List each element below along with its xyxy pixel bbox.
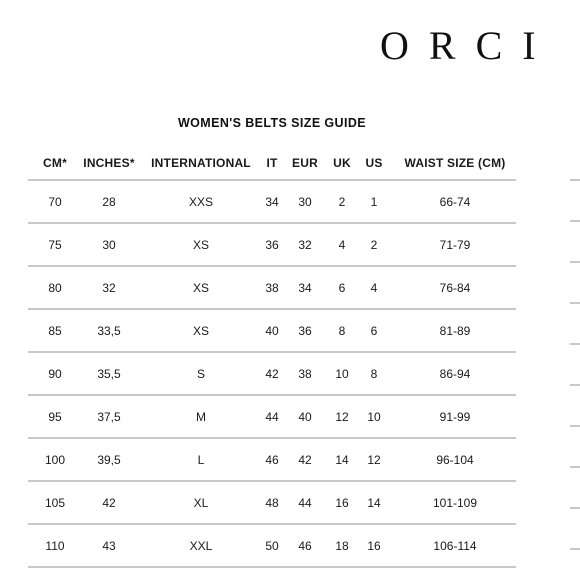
edge-divider <box>570 507 580 509</box>
cell-inches: 35,5 <box>97 366 121 381</box>
edge-divider <box>570 466 580 468</box>
cell-waist-size: 76-84 <box>439 280 471 295</box>
cell-international: XS <box>192 323 209 338</box>
cell-international: XS <box>192 280 209 295</box>
edge-divider <box>570 548 580 550</box>
header-uk: UK <box>333 155 351 170</box>
size-guide-table <box>28 146 516 568</box>
table-row <box>28 224 516 267</box>
cell-eur: 46 <box>298 538 312 553</box>
cell-uk: 8 <box>338 323 346 338</box>
cell-waist-size: 106-114 <box>433 538 477 553</box>
cell-waist-size: 96-104 <box>436 452 474 467</box>
cell-eur: 44 <box>298 495 312 510</box>
header-us: US <box>365 155 383 170</box>
cell-uk: 12 <box>335 409 349 424</box>
cell-eur: 38 <box>298 366 312 381</box>
cell-eur: 36 <box>298 323 312 338</box>
cell-international: XS <box>192 237 209 252</box>
table-header <box>28 146 516 181</box>
cell-waist-size: 86-94 <box>439 366 471 381</box>
table-row <box>28 181 516 224</box>
cell-cm: 85 <box>48 323 62 338</box>
cell-it: 48 <box>265 495 279 510</box>
table-row <box>28 267 516 310</box>
cell-international: XL <box>193 495 209 510</box>
cell-inches: 39,5 <box>97 452 121 467</box>
table-row <box>28 525 516 568</box>
cell-eur: 30 <box>298 194 312 209</box>
header-it: IT <box>266 155 278 170</box>
cell-us: 6 <box>370 323 378 338</box>
cell-international: L <box>197 452 205 467</box>
brand-logo: ORCI <box>380 23 556 68</box>
table-row <box>28 310 516 353</box>
cell-it: 50 <box>265 538 279 553</box>
cell-international: XXS <box>188 194 213 209</box>
header-cm: CM* <box>43 155 67 170</box>
table-row <box>28 482 516 525</box>
cell-uk: 4 <box>338 237 346 252</box>
table-row <box>28 353 516 396</box>
cell-us: 2 <box>370 237 378 252</box>
cell-inches: 32 <box>102 280 116 295</box>
edge-divider <box>570 384 580 386</box>
cell-cm: 80 <box>48 280 62 295</box>
cell-us: 10 <box>367 409 381 424</box>
table-row <box>28 439 516 482</box>
edge-divider <box>570 179 580 181</box>
cell-eur: 32 <box>298 237 312 252</box>
cell-it: 42 <box>265 366 279 381</box>
cell-international: M <box>196 409 206 424</box>
cell-it: 46 <box>265 452 279 467</box>
edge-divider <box>570 261 580 263</box>
header-waist-size: WAIST SIZE (CM) <box>404 155 506 170</box>
cell-inches: 42 <box>102 495 116 510</box>
cell-it: 40 <box>265 323 279 338</box>
cell-waist-size: 91-99 <box>439 409 471 424</box>
cell-inches: 43 <box>102 538 116 553</box>
cell-uk: 6 <box>338 280 346 295</box>
edge-divider <box>570 302 580 304</box>
cell-cm: 75 <box>48 237 62 252</box>
cell-it: 38 <box>265 280 279 295</box>
edge-divider <box>570 425 580 427</box>
cell-us: 4 <box>370 280 378 295</box>
cell-eur: 42 <box>298 452 312 467</box>
cell-international: XXL <box>189 538 213 553</box>
cell-uk: 14 <box>335 452 349 467</box>
cell-us: 8 <box>370 366 378 381</box>
cell-cm: 100 <box>44 452 66 467</box>
cell-it: 36 <box>265 237 279 252</box>
cell-cm: 90 <box>48 366 62 381</box>
cell-cm: 70 <box>48 194 62 209</box>
header-eur: EUR <box>292 155 318 170</box>
cell-waist-size: 66-74 <box>439 194 471 209</box>
cell-waist-size: 71-79 <box>439 237 471 252</box>
cell-inches: 37,5 <box>97 409 121 424</box>
cell-cm: 105 <box>44 495 66 510</box>
header-inches: INCHES* <box>83 155 135 170</box>
cell-inches: 33,5 <box>97 323 121 338</box>
cell-uk: 10 <box>335 366 349 381</box>
edge-divider <box>570 220 580 222</box>
cell-us: 16 <box>367 538 381 553</box>
cell-it: 34 <box>265 194 279 209</box>
cell-uk: 2 <box>338 194 346 209</box>
cell-eur: 34 <box>298 280 312 295</box>
cell-international: S <box>196 366 205 381</box>
cell-inches: 28 <box>102 194 116 209</box>
edge-divider <box>570 343 580 345</box>
header-international: INTERNATIONAL <box>151 155 251 170</box>
cell-cm: 95 <box>48 409 62 424</box>
cell-it: 44 <box>265 409 279 424</box>
cell-waist-size: 101-109 <box>432 495 478 510</box>
cell-eur: 40 <box>298 409 312 424</box>
cell-uk: 18 <box>335 538 349 553</box>
cell-us: 14 <box>367 495 381 510</box>
size-guide-title: WOMEN'S BELTS SIZE GUIDE <box>177 116 367 130</box>
table-row <box>28 396 516 439</box>
table-body <box>28 181 516 568</box>
cell-us: 1 <box>370 194 378 209</box>
cell-uk: 16 <box>335 495 349 510</box>
cell-waist-size: 81-89 <box>439 323 471 338</box>
cell-us: 12 <box>367 452 381 467</box>
cell-cm: 110 <box>45 538 65 553</box>
cell-inches: 30 <box>102 237 116 252</box>
